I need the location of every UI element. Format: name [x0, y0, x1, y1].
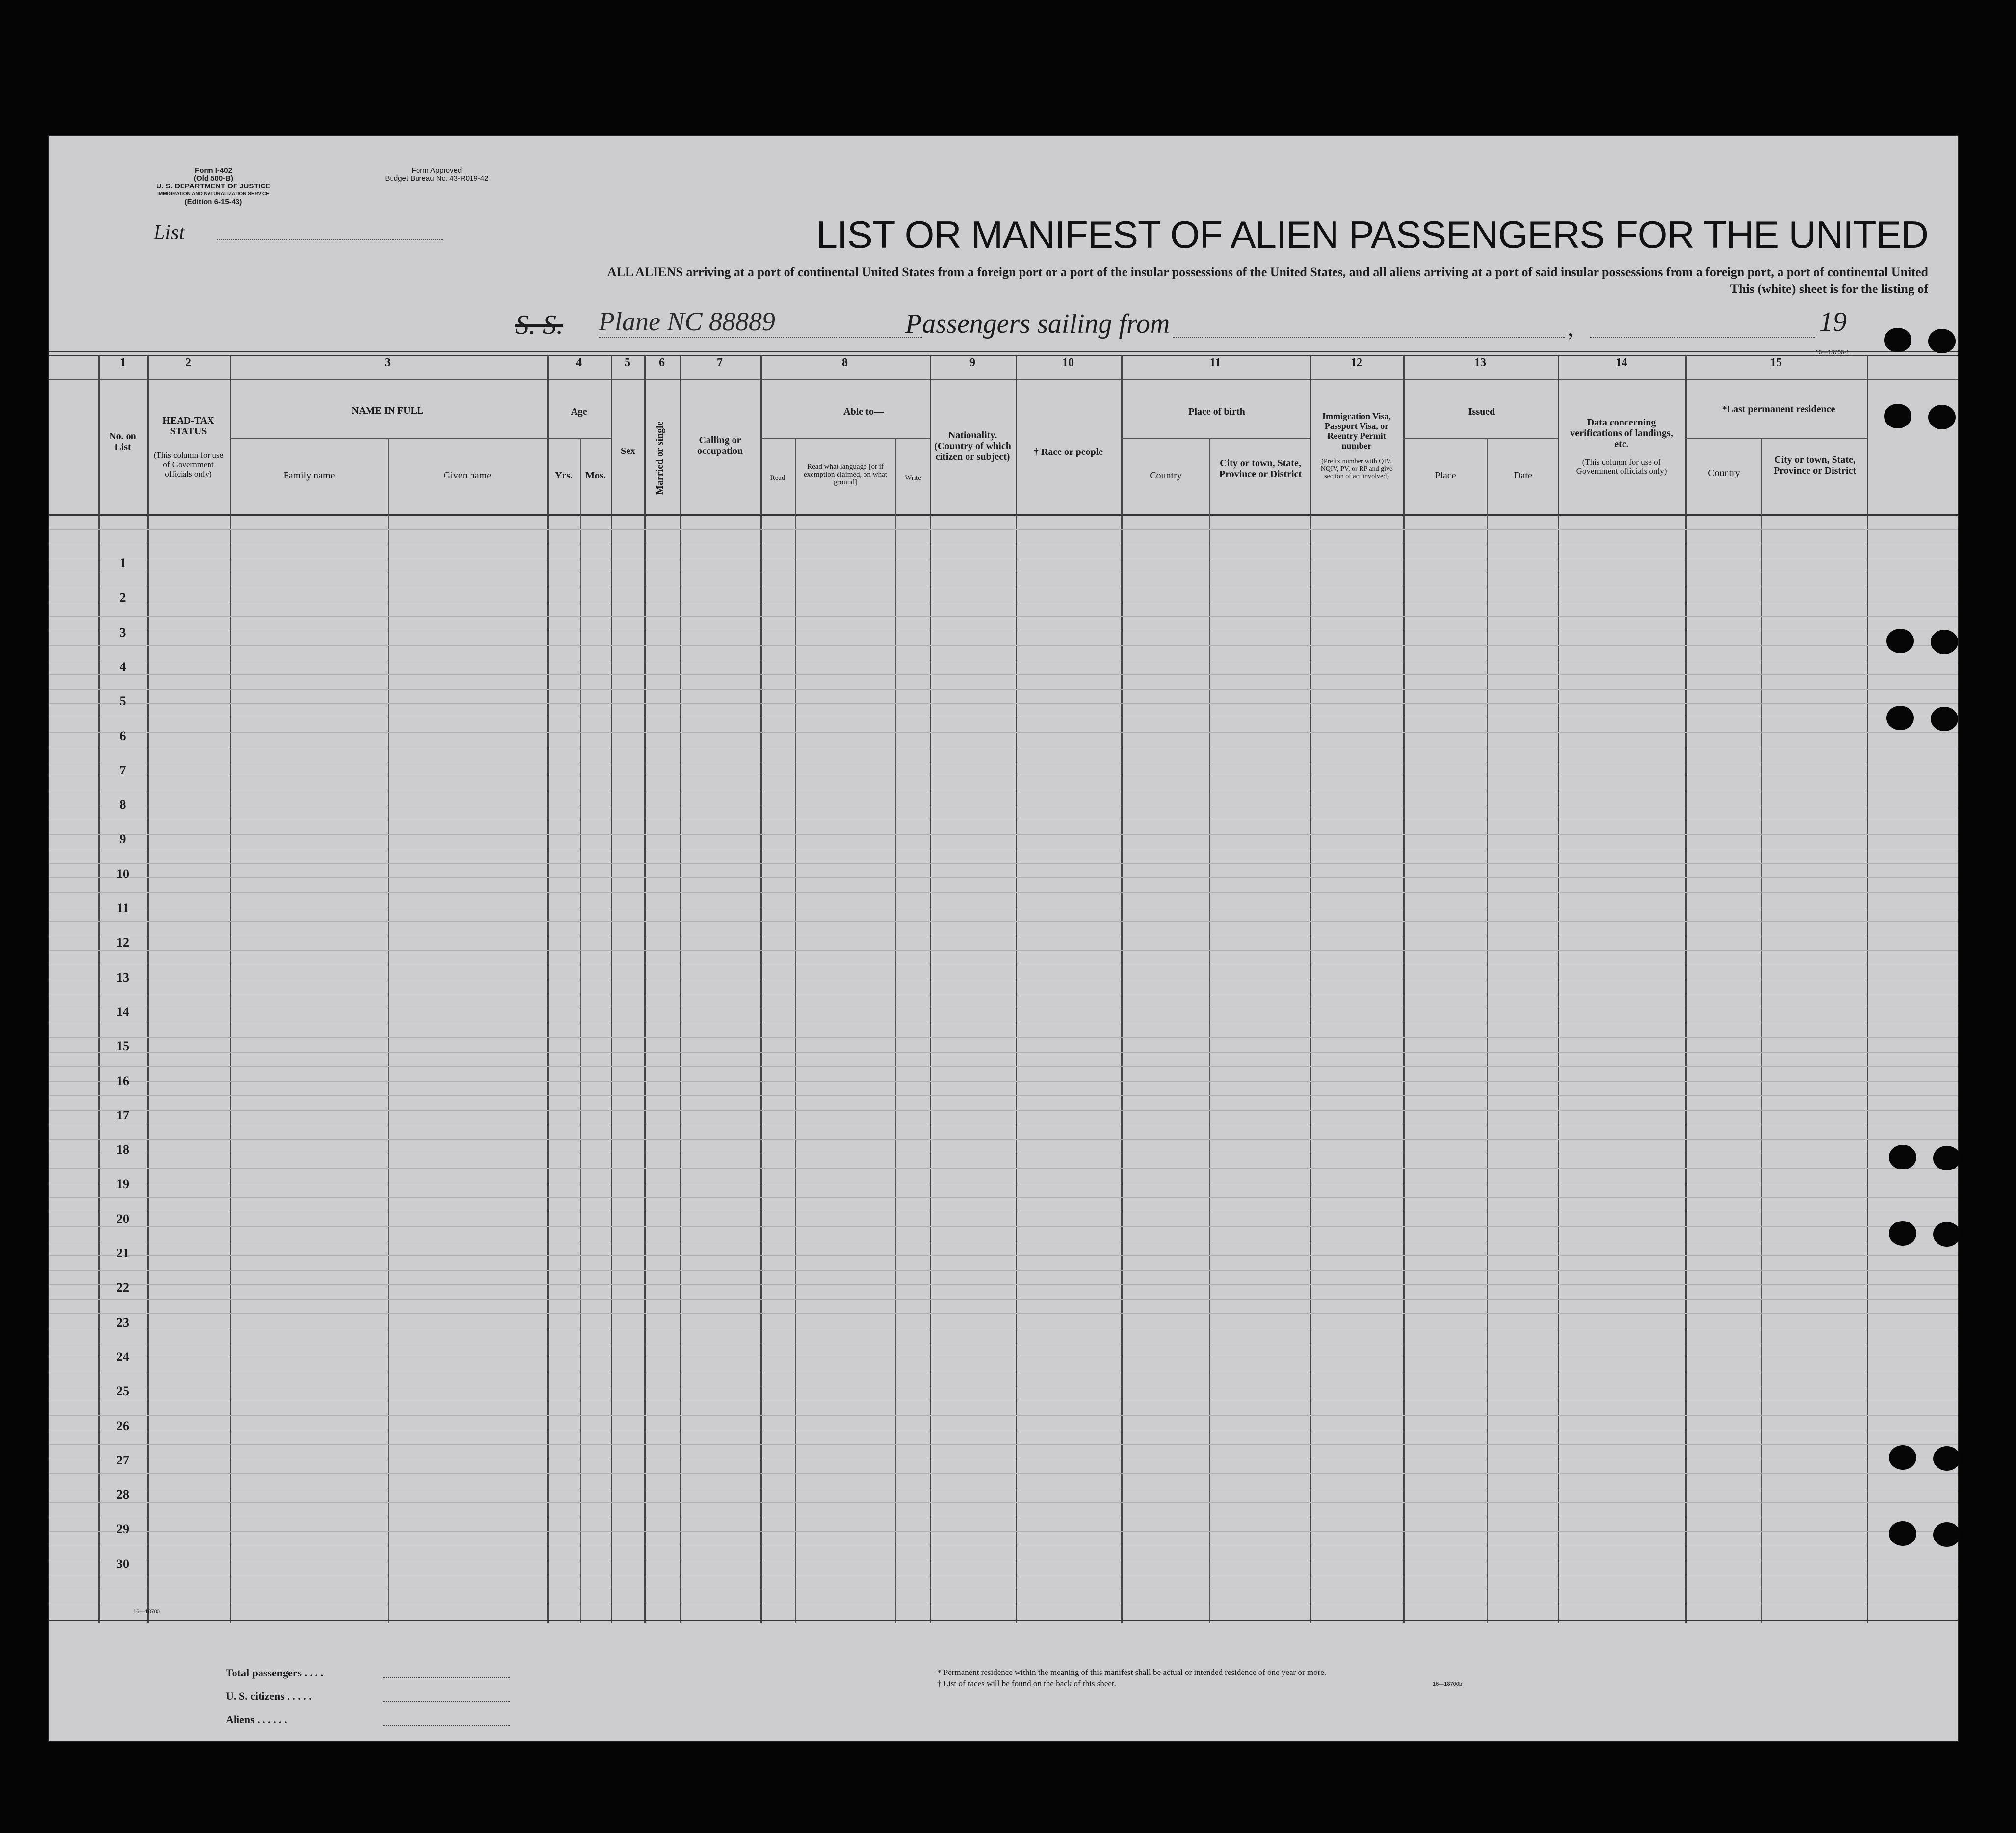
column-divider	[230, 355, 231, 1623]
row-number: 14	[116, 1004, 129, 1019]
ruled-line	[49, 1226, 1958, 1227]
header-given-name: Given name	[443, 470, 492, 481]
punch-hole	[1889, 1521, 1916, 1546]
form-id-line: U. S. DEPARTMENT OF JUSTICE	[156, 182, 271, 190]
ruled-line	[49, 1110, 1958, 1111]
ruled-line	[49, 1197, 1958, 1198]
us-citizens-label: U. S. citizens . . . . .	[226, 1690, 312, 1702]
list-number-field[interactable]	[217, 239, 443, 240]
ruled-line	[49, 950, 1958, 951]
column-number: 2	[185, 356, 191, 369]
column-number: 14	[1616, 356, 1627, 369]
ruled-line	[49, 892, 1958, 893]
manifest-sheet	[49, 136, 1958, 1741]
header-birth-country: Country	[1150, 470, 1182, 481]
form-number-left: 16—18700	[133, 1609, 160, 1615]
ruled-line	[49, 1270, 1958, 1271]
row-number: 17	[116, 1108, 129, 1122]
column-number-row-border	[49, 379, 1958, 380]
ruled-line	[49, 834, 1958, 835]
header-data-note: (This column for use of Government officials only)	[1576, 457, 1667, 476]
row-number: 30	[116, 1556, 129, 1571]
header-last-residence: *Last permanent residence	[1722, 404, 1835, 415]
punch-hole	[1889, 1445, 1916, 1470]
header-read: Read	[770, 474, 785, 482]
ruled-line	[49, 1095, 1958, 1096]
subheader-border	[760, 438, 930, 439]
header-read-language: Read what language [or if exemption claimed, on what ground]	[804, 463, 887, 486]
ruled-line	[49, 1473, 1958, 1474]
form-subtitle-1: ALL ALIENS arriving at a port of continental United States from a foreign port or a port of the insular possessions of the United States, and all aliens arriving at a port of said insular possessions from a foreign port, a port of continental United	[607, 265, 1928, 279]
ruled-line	[49, 529, 1958, 530]
form-id-line: IMMIGRATION AND NATURALIZATION SERVICE	[157, 191, 269, 197]
column-divider	[1121, 355, 1123, 1623]
row-number: 18	[116, 1142, 129, 1157]
footnote-residence: * Permanent residence within the meaning of this manifest shall be actual or intended residence of one year or more.	[937, 1668, 1327, 1677]
row-number: 7	[119, 763, 126, 777]
punch-hole	[1933, 1222, 1961, 1247]
row-number: 4	[119, 659, 126, 674]
header-age: Age	[571, 406, 587, 417]
footnote-races: † List of races will be found on the back of this sheet.	[937, 1679, 1116, 1688]
column-number: 1	[120, 356, 126, 369]
punch-hole	[1886, 706, 1914, 730]
form-subtitle-2: This (white) sheet is for the listing of	[1730, 282, 1928, 296]
punch-hole	[1884, 328, 1911, 352]
ruled-line	[49, 1299, 1958, 1300]
ss-label: S. S.	[515, 310, 563, 340]
ruled-line	[49, 877, 1958, 878]
ruled-line	[49, 1444, 1958, 1445]
ruled-line	[49, 732, 1958, 733]
column-number: 3	[385, 356, 391, 369]
ruled-line	[49, 1415, 1958, 1416]
header-married: Married or single	[655, 421, 665, 495]
column-divider	[760, 355, 762, 1623]
header-top-border	[49, 355, 1958, 356]
sailing-from-label: Passengers sailing from	[905, 309, 1170, 339]
table-bottom-border	[49, 1620, 1958, 1621]
ruled-line	[49, 1052, 1958, 1053]
header-sex: Sex	[621, 446, 635, 456]
column-number: 12	[1351, 356, 1362, 369]
column-divider	[930, 355, 931, 1623]
column-divider	[147, 355, 149, 1623]
row-number: 24	[116, 1349, 129, 1364]
header-data-concerning: Data concerning verifications of landings, etc.	[1570, 417, 1673, 450]
column-divider	[1685, 355, 1687, 1623]
punch-hole	[1933, 1146, 1961, 1170]
header-residence-country: Country	[1708, 468, 1740, 478]
column-number: 8	[842, 356, 848, 369]
header-visa: Immigration Visa, Passport Visa, or Reentry Permit number	[1322, 411, 1391, 451]
row-number: 3	[119, 625, 126, 639]
punch-hole	[1889, 1221, 1916, 1246]
header-write: Write	[905, 474, 921, 482]
column-number: 4	[576, 356, 582, 369]
row-number: 10	[116, 866, 129, 881]
row-number: 26	[116, 1418, 129, 1433]
punch-hole	[1886, 629, 1914, 653]
punch-hole	[1928, 329, 1956, 353]
ruled-line	[49, 1066, 1958, 1067]
row-number: 19	[116, 1177, 129, 1192]
punch-hole	[1931, 630, 1958, 654]
row-number: 20	[116, 1211, 129, 1226]
column-divider	[644, 355, 646, 1623]
ruled-line	[49, 616, 1958, 617]
sailing-from-field[interactable]	[1173, 337, 1565, 338]
punch-hole	[1933, 1522, 1961, 1547]
row-number: 28	[116, 1488, 129, 1502]
row-number: 11	[116, 901, 129, 915]
ruled-line	[49, 863, 1958, 864]
header-visa-note: (Prefix number with QIV, NQIV, PV, or RP and give section of act involved)	[1320, 458, 1393, 480]
punch-hole	[1889, 1145, 1916, 1169]
column-number: 10	[1062, 356, 1074, 369]
column-number: 9	[969, 356, 975, 369]
punch-hole	[1928, 405, 1956, 429]
row-number: 13	[116, 970, 129, 984]
punch-hole	[1933, 1446, 1961, 1471]
us-citizens-field[interactable]	[383, 1701, 510, 1702]
header-birth-city: City or town, State, Province or District	[1219, 458, 1302, 479]
row-number: 6	[119, 728, 126, 743]
form-id-block	[125, 167, 302, 206]
form-reference-top: 16—18700-1	[1815, 349, 1850, 356]
row-number: 5	[119, 694, 126, 709]
total-passengers-label: Total passengers . . . .	[226, 1667, 324, 1679]
column-number: 11	[1209, 356, 1221, 369]
vessel-name-field[interactable]: Plane NC 88889	[599, 306, 922, 338]
row-number: 8	[119, 797, 126, 812]
form-id-line: (Edition 6-15-43)	[184, 198, 242, 206]
header-place-of-birth: Place of birth	[1188, 406, 1245, 417]
subheader-border	[547, 438, 611, 439]
ruled-line	[49, 1284, 1958, 1285]
ruled-line	[49, 921, 1958, 922]
header-name-in-full: NAME IN FULL	[351, 405, 424, 416]
ruled-line	[49, 1313, 1958, 1314]
column-number: 15	[1770, 356, 1782, 369]
ruled-line	[49, 703, 1958, 704]
header-head-tax-note: (This column for use of Government officials only)	[153, 451, 224, 478]
ruled-line	[49, 689, 1958, 690]
column-divider	[611, 355, 612, 1623]
subheader-border	[1403, 438, 1558, 439]
row-number: 16	[116, 1073, 129, 1088]
budget-block	[363, 167, 510, 183]
form-number-right: 16—18700b	[1433, 1681, 1462, 1687]
header-top-border	[49, 351, 1958, 352]
header-issued-date: Date	[1514, 470, 1532, 481]
punch-hole	[1931, 707, 1958, 731]
subheader-border	[1685, 438, 1867, 439]
header-family-name: Family name	[283, 470, 335, 481]
form-title: LIST OR MANIFEST OF ALIEN PASSENGERS FOR THE UNITED	[816, 213, 1928, 256]
header-issued: Issued	[1468, 406, 1495, 417]
row-number: 15	[116, 1039, 129, 1054]
aliens-label: Aliens . . . . . .	[226, 1713, 287, 1726]
ruled-line	[49, 1037, 1958, 1038]
ruled-line	[49, 1502, 1958, 1503]
column-divider	[1403, 355, 1405, 1623]
total-passengers-field[interactable]	[383, 1677, 510, 1678]
row-number: 27	[116, 1453, 129, 1467]
header-nationality: Nationality. (Country of which citizen or subject)	[934, 430, 1011, 462]
column-divider	[1310, 355, 1311, 1623]
column-divider	[1558, 355, 1559, 1623]
column-divider	[547, 355, 549, 1623]
header-able-to: Able to—	[843, 406, 884, 417]
list-label: List	[154, 221, 185, 244]
row-number: 2	[119, 590, 126, 605]
column-divider	[680, 355, 681, 1623]
row-number: 21	[116, 1246, 129, 1260]
header-head-tax: HEAD-TAX STATUS	[162, 415, 214, 437]
header-bottom-border	[49, 514, 1958, 516]
header-race: † Race or people	[1033, 447, 1103, 457]
comma-separator: ,	[1568, 314, 1574, 341]
row-number: 9	[119, 832, 126, 847]
column-number: 6	[659, 356, 665, 369]
row-number: 23	[116, 1315, 129, 1329]
subheader-border	[230, 438, 547, 439]
column-divider	[98, 355, 100, 1623]
year-prefix: 19	[1819, 307, 1847, 337]
ruled-line	[49, 1255, 1958, 1256]
ruled-line	[49, 645, 1958, 646]
column-divider	[1867, 355, 1868, 1623]
sailing-date-field[interactable]	[1590, 337, 1815, 338]
punch-hole	[1884, 404, 1911, 428]
header-issued-place: Place	[1435, 470, 1456, 481]
column-number: 7	[717, 356, 723, 369]
column-divider	[1016, 355, 1017, 1623]
budget-line: Form Approved	[411, 166, 462, 175]
row-number: 12	[116, 935, 129, 950]
header-calling: Calling or occupation	[697, 435, 743, 456]
column-number: 5	[625, 356, 630, 369]
subheader-border	[1121, 438, 1310, 439]
form-id-line: (Old 500-B)	[193, 174, 233, 183]
ruled-line	[49, 1081, 1958, 1082]
aliens-field[interactable]	[383, 1725, 510, 1726]
header-residence-city: City or town, State, Province or District	[1773, 454, 1857, 476]
form-id-line: Form I-402	[195, 166, 232, 175]
ruled-line	[49, 674, 1958, 675]
row-number: 22	[116, 1280, 129, 1295]
row-number: 29	[116, 1522, 129, 1537]
ruled-line	[49, 1139, 1958, 1140]
column-number: 13	[1474, 356, 1486, 369]
header-yrs: Yrs.	[554, 470, 573, 481]
row-number: 1	[119, 556, 126, 570]
header-mos: Mos.	[585, 470, 606, 481]
ruled-line	[49, 1168, 1958, 1169]
budget-line: Budget Bureau No. 43-R019-42	[385, 174, 489, 183]
ruled-line	[49, 1531, 1958, 1532]
row-number: 25	[116, 1384, 129, 1399]
header-no-on-list: No. on List	[109, 431, 136, 452]
